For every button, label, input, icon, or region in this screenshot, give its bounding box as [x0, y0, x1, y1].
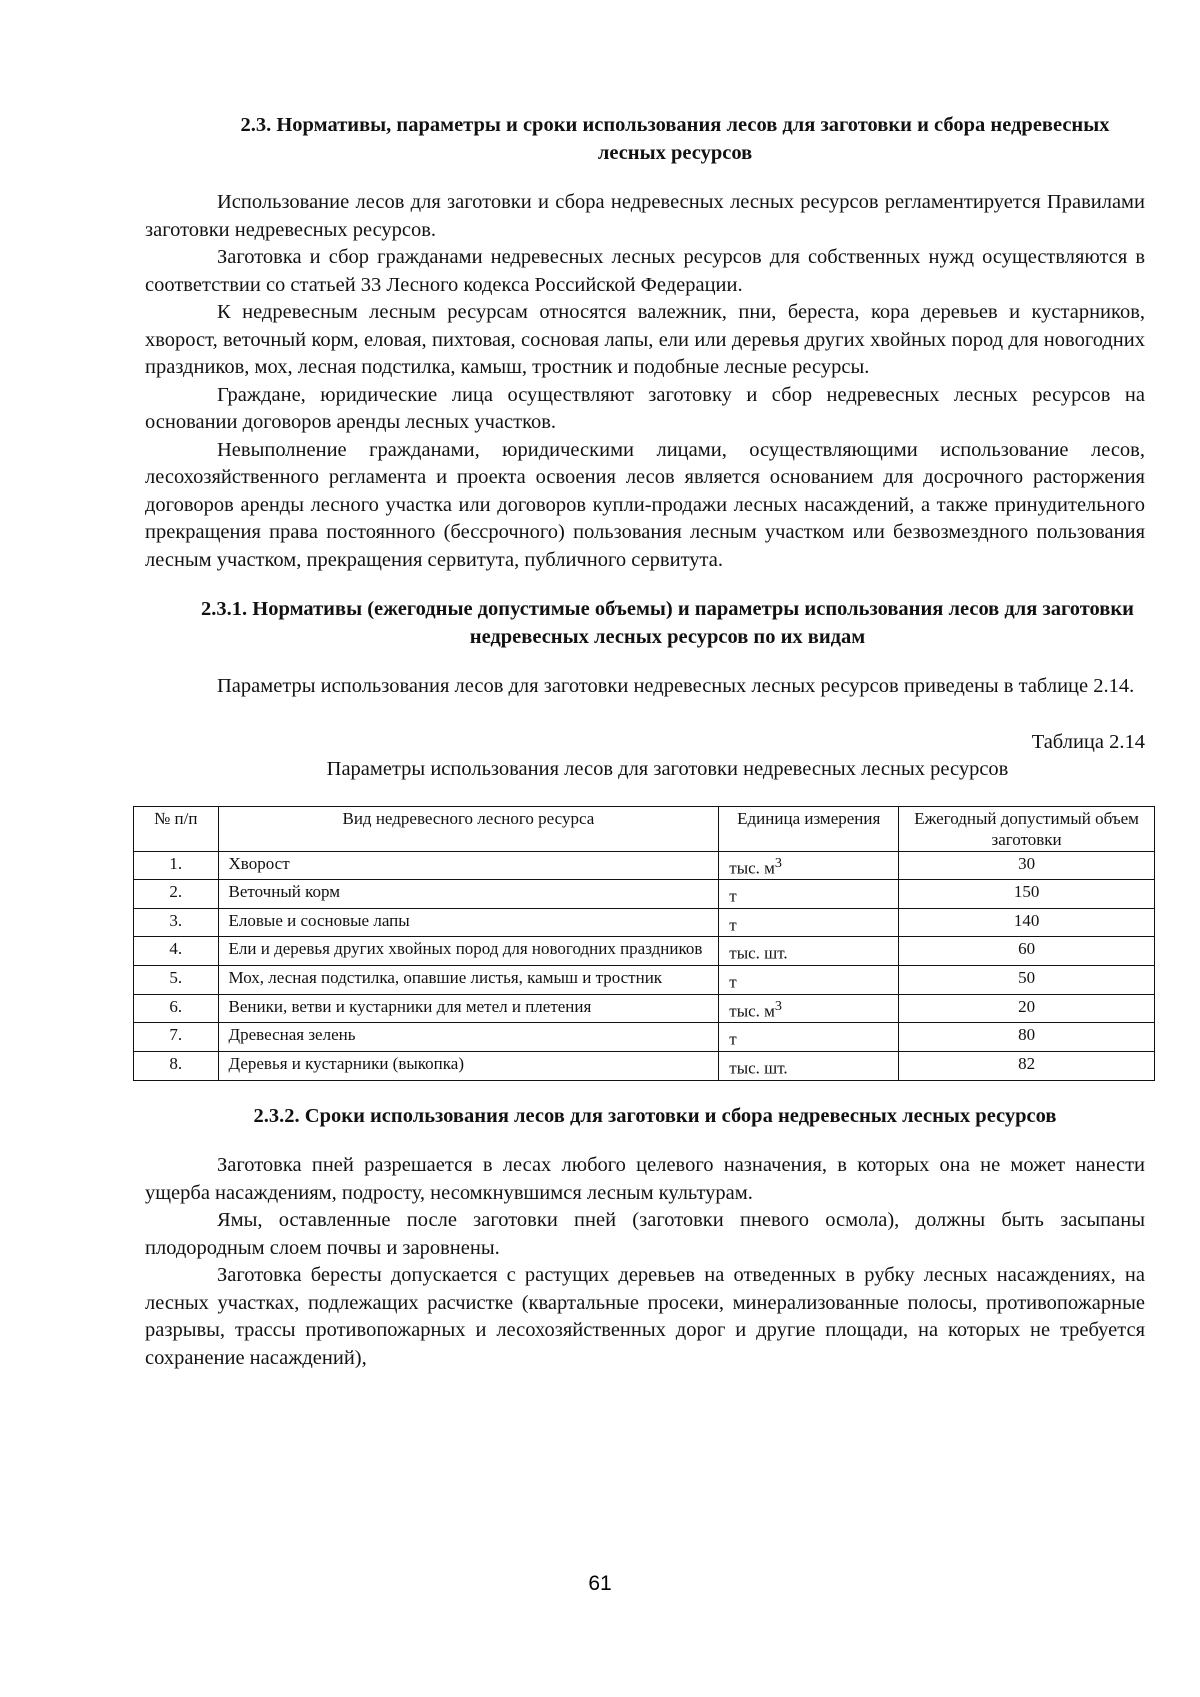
annual-volume: 20 [899, 994, 1155, 1023]
unit-cell [719, 880, 899, 909]
unit-cell [719, 994, 899, 1023]
row-number: 2. [134, 880, 219, 909]
annual-volume: 80 [899, 1023, 1155, 1052]
unit: т [729, 886, 737, 906]
resources-table [133, 806, 1155, 1081]
column-header: Вид недревесного лесного ресурса [218, 806, 719, 851]
resource-name: Древесная зелень [218, 1023, 719, 1052]
annual-volume: 60 [899, 937, 1155, 966]
paragraph: Заготовка и сбор гражданами недревесных лесных ресурсов для собственных нужд осуществляются в соответствии со статьей 33 Лесного кодекса Российской Федерации. [145, 246, 1145, 296]
annual-volume: 82 [899, 1052, 1155, 1081]
paragraph: Невыполнение гражданами, юридическими лицами, осуществляющими использование лесов, лесохозяйственного регламента и проекта освоения лесов является основанием для досрочного расторжения договоров аренды лесного участка или договоров купли-продажи лесных насаждений, а также принудительного прекращения права постоянного (бессрочного) пользования лесным участком или безвозмездного пользования лесным участком, прекращения сервитута, публичного сервитута. [145, 438, 1145, 571]
paragraph: К недревесным лесным ресурсам относятся валежник, пни, береста, кора деревьев и кустарников, хворост, веточный корм, еловая, пихтовая, сосновая лапы, ели или деревья других хвойных пород для новогодних праздников, мох, лесная подстилка, камыш, тростник и подобные лесные ресурсы. [145, 301, 1145, 378]
table-row [134, 851, 1155, 880]
unit-cell [719, 851, 899, 880]
row-number: 4. [134, 937, 219, 966]
resource-name: Хворост [218, 851, 719, 880]
table-label: Таблица 2.14 [1031, 730, 1145, 753]
unit: т [729, 915, 737, 935]
subsection-title: 2.3.1. Нормативы (ежегодные допустимые объемы) и параметры использования лесов для заготовки недревесных лесных ресурсов по их видам [201, 598, 1134, 648]
unit: т [729, 1030, 737, 1050]
unit-cell [719, 1023, 899, 1052]
paragraph: Использование лесов для заготовки и сбора недревесных лесных ресурсов регламентируется Правилами заготовки недревесных ресурсов. [145, 191, 1145, 241]
row-number: 1. [134, 851, 219, 880]
unit: тыс. шт. [729, 1058, 788, 1078]
unit-superscript: 3 [774, 997, 782, 1014]
table-row [134, 880, 1155, 909]
unit: тыс. м [729, 858, 775, 878]
table-row [134, 908, 1155, 937]
resource-name: Деревья и кустарники (выкопка) [218, 1052, 719, 1081]
annual-volume: 140 [899, 908, 1155, 937]
row-number: 6. [134, 994, 219, 1023]
unit-cell [719, 937, 899, 966]
paragraph: Ямы, оставленные после заготовки пней (заготовки пневого осмола), должны быть засыпаны плодородным слоем почвы и заровнены. [145, 1209, 1145, 1259]
resource-name: Еловые и сосновые лапы [218, 908, 719, 937]
resource-name: Мох, лесная подстилка, опавшие листья, камыш и тростник [218, 966, 719, 995]
table-row [134, 937, 1155, 966]
unit: тыс. шт. [729, 944, 788, 964]
table-header-row [134, 806, 1155, 851]
section-title: 2.3. Нормативы, параметры и сроки использования лесов для заготовки и сбора недревесных лесных ресурсов [240, 114, 1110, 164]
row-number: 8. [134, 1052, 219, 1081]
row-number: 3. [134, 908, 219, 937]
document-page [145, 112, 1145, 1372]
table-row [134, 966, 1155, 995]
unit-cell [719, 966, 899, 995]
row-number: 5. [134, 966, 219, 995]
paragraph: Параметры использования лесов для заготовки недревесных лесных ресурсов приведены в таблице 2.14. [217, 675, 1135, 697]
unit: т [729, 972, 737, 992]
annual-volume: 30 [899, 851, 1155, 880]
resource-name: Ели и деревья других хвойных пород для новогодних праздников [218, 937, 719, 966]
table-row [134, 1052, 1155, 1081]
paragraph: Заготовка пней разрешается в лесах любого целевого назначения, в которых она не может нанести ущерба насаждениям, подросту, несомкнувшимся лесным культурам. [145, 1154, 1145, 1204]
page-number: 61 [588, 1572, 612, 1595]
unit-cell [719, 908, 899, 937]
column-header: № п/п [134, 806, 219, 851]
unit-cell [719, 1052, 899, 1081]
row-number: 7. [134, 1023, 219, 1052]
resource-name: Веники, ветви и кустарники для метел и плетения [218, 994, 719, 1023]
table-row [134, 1023, 1155, 1052]
annual-volume: 150 [899, 880, 1155, 909]
table-caption: Параметры использования лесов для заготовки недревесных лесных ресурсов [326, 758, 1009, 780]
unit: тыс. м [729, 1001, 775, 1021]
column-header: Единица измерения [719, 806, 899, 851]
resource-name: Веточный корм [218, 880, 719, 909]
table-row [134, 994, 1155, 1023]
paragraph: Заготовка бересты допускается с растущих деревьев на отведенных в рубку лесных насаждениях, на лесных участках, подлежащих расчистке (квартальные просеки, минерализованные полосы, противопожарные разрывы, трассы противопожарных и лесохозяйственных дорог и другие площади, на которых не требуется сохранение насаждений), [145, 1264, 1145, 1369]
annual-volume: 50 [899, 966, 1155, 995]
column-header: Ежегодный допустимый объем заготовки [899, 806, 1155, 851]
unit-superscript: 3 [774, 854, 782, 871]
subsection-title: 2.3.2. Сроки использования лесов для заготовки и сбора недревесных лесных ресурсов [253, 1104, 1057, 1127]
paragraph: Граждане, юридические лица осуществляют заготовку и сбор недревесных лесных ресурсов на основании договоров аренды лесных участков. [145, 383, 1145, 433]
